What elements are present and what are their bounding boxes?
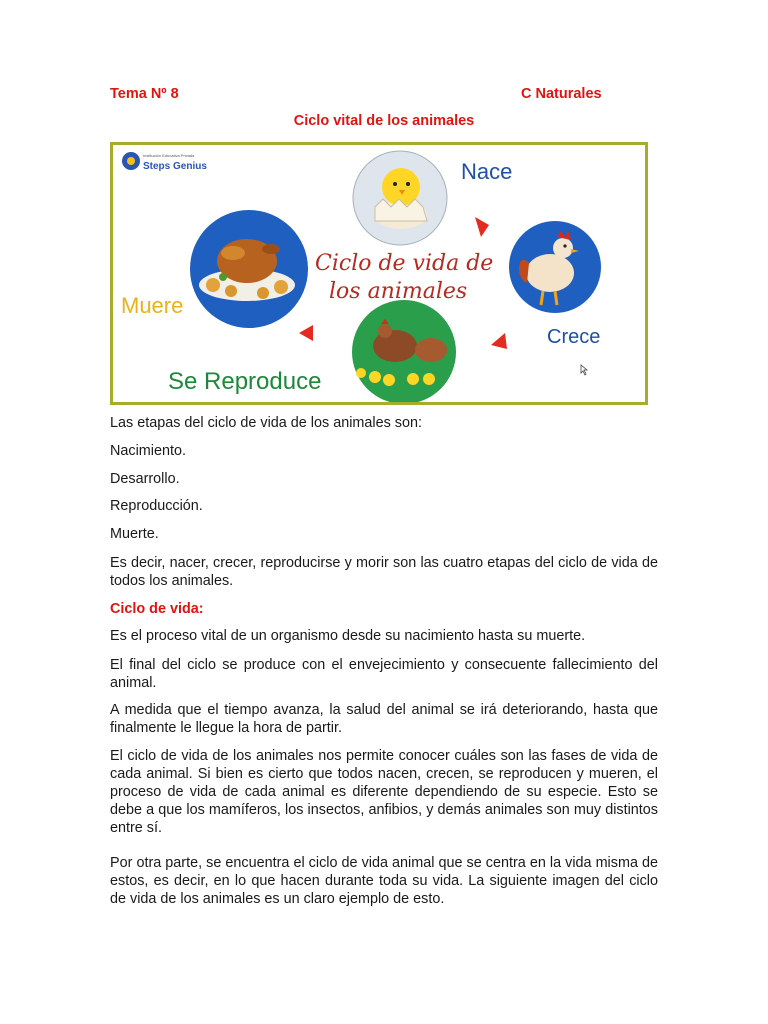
diagram-center-title-line2: los animales	[329, 279, 468, 304]
other-paragraph: Por otra parte, se encuentra el ciclo de vida animal que se centra en la vida misma de estos, es decir, en lo que hacen durante toda su vida. La siguiente imagen del ciclo de vida de los animales es un claro ejemplo de esto.	[110, 855, 658, 907]
time-paragraph: A medida que el tiempo avanza, la salud del animal se irá deteriorando, hasta que finalmente le llegue la hora de partir.	[110, 702, 658, 736]
hen-chicks-image	[352, 300, 456, 402]
diagram-center-title-line1: Ciclo de vida de	[315, 251, 494, 276]
subject-label: C Naturales	[521, 86, 602, 102]
stage-dies-label: Muere	[121, 293, 184, 318]
stage-item-1: Nacimiento.	[110, 443, 186, 459]
svg-text:Institución Educativa Privada: Institución Educativa Privada	[143, 153, 195, 158]
section-heading: Ciclo de vida:	[110, 601, 204, 617]
intro-paragraph: Las etapas del ciclo de vida de los animales son:	[110, 415, 422, 431]
end-of-cycle-paragraph: El final del ciclo se produce con el envejecimiento y consecuente fallecimiento del animal.	[110, 657, 658, 691]
document-title: Ciclo vital de los animales	[293, 113, 475, 129]
chick-hatching-image	[353, 151, 447, 245]
stage-born-label: Nace	[461, 159, 513, 184]
phases-paragraph: El ciclo de vida de los animales nos permite conocer cuáles son las fases de vida de cada animal. Si bien es cierto que todos nacen, crecen, se reproducen y mueren, el proceso de vida de cada animal es diferente dependiendo de su especie. Esto se debe a que los mamíferos, los insectos, anfibios, y demás animales son muy distintos entre sí.	[110, 748, 658, 836]
summary-paragraph: Es decir, nacer, crecer, reproducirse y morir son las cuatro etapas del ciclo de vida de todos los animales.	[110, 555, 658, 589]
definition-paragraph: Es el proceso vital de un organismo desde su nacimiento hasta su muerte.	[110, 628, 586, 644]
topic-number: Tema Nº 8	[110, 86, 179, 102]
stage-item-4: Muerte.	[110, 526, 159, 542]
stage-item-2: Desarrollo.	[110, 471, 180, 487]
rooster-image	[509, 221, 601, 313]
logo-text: Steps Genius	[143, 161, 207, 172]
stage-grows-label: Crece	[547, 326, 601, 348]
life-cycle-figure	[110, 142, 648, 405]
stage-item-3: Reproducción.	[110, 498, 203, 514]
roast-chicken-image	[190, 210, 308, 328]
stage-reproduces-label: Se Reproduce	[168, 368, 322, 395]
